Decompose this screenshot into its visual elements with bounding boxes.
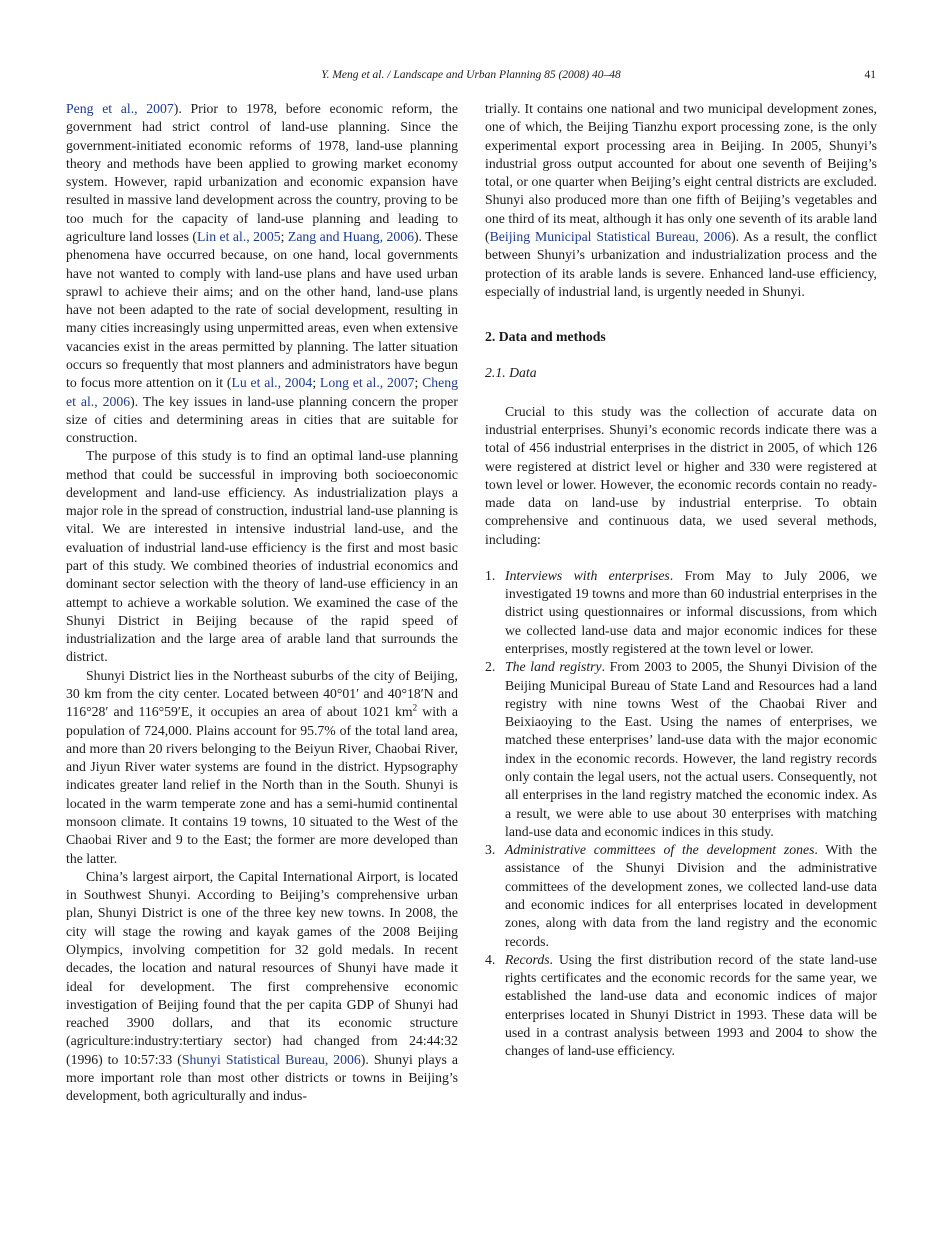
list-item-title: The land registry xyxy=(505,659,602,675)
list-number: 1. xyxy=(485,567,496,583)
list-item xyxy=(485,951,877,1061)
citation-link[interactable]: Peng et al., 2007 xyxy=(66,101,174,116)
citation-link[interactable]: Lin et al., 2005 xyxy=(197,228,281,244)
right-column xyxy=(485,100,877,1061)
list-item-title: Records xyxy=(505,951,550,967)
text-run: The purpose of this study is to find an optimal land-use planning method that could be successful in improving both socioeconomic development and land-use efficiency. As industrialization plays a major role in the spread of construction, industrial land-use planning is vital. We are interested in intensive industrial land-use, and the evaluation of industrial land-use efficiency is the first and most basic part of this study. We combined theories of industrial economics and dominant sector selection with the theory of land-use efficiency in an attempt to achieve a workable solution. We examined the case of the Shunyi District in Beijing because of the rapid speed of industrialization and the large area of arable land that surrounds the district. xyxy=(66,448,458,665)
subsection-heading: 2.1. Data xyxy=(485,365,537,381)
list-number: 3. xyxy=(485,842,496,858)
paragraph xyxy=(485,403,877,549)
text-run: ; xyxy=(312,375,320,391)
text-run: ). These phenomena have occurred because, on one hand, local governments have not wanted to comply with land-use plans and have used urban sprawl to achieve their aims; and on the other hand, land-use plans have not been adapted to the rate of social development, resulting in many cities increasingly using unpermitted areas, even when extensive vacancies exist in the areas permitted by planning. The latter situation occurs so frequently that most planners and administrators have begun to focus more attention on it ( xyxy=(66,228,458,391)
list-item xyxy=(485,567,877,658)
text-run: ). Shunyi plays a more important role than most other districts or towns in Beijing’s development, both agriculturally and indus- xyxy=(66,1051,458,1104)
text-run: Shunyi District lies in the Northeast suburbs of the city of Beijing, 30 km from the city center. Located between 40°01′ and 40°18′N and 116°28′ and 116°59′E, it occupies an area of about 1021 km xyxy=(66,667,458,720)
text-run: with a population of 724,000. Plains account for 95.7% of the total land area, and more than 20 rivers belonging to the Beiyun River, Chaobai River, and Jiyun River water systems are found in the district. Hypsography indicates greater land relief in the North than in the South. Shunyi is located in the warm temperate zone and has a semi-humid continental monsoon climate. It contains 19 towns, 10 situated to the West of the Chaobai River and 9 to the East; the former are more developed than the latter. xyxy=(66,704,458,866)
page-number: 41 xyxy=(864,69,876,81)
text-run: trially. It contains one national and two municipal development zones, one of which, the Beijing Tianzhu export processing zone, is the only experimental export processing area in Beijing. In 2005, Shunyi’s industrial gross output accounted for about one seventh of Beijing’s total, or one quarter when Beijing’s eight central districts are excluded. Shunyi also produced more than one fifth of Beijing’s vegetables and one third of its meat, although it has only one seventh of its arable land ( xyxy=(485,101,877,244)
text-run: China’s largest airport, the Capital International Airport, is located in Southwest Shunyi. According to Beijing’s comprehensive urban plan, Shunyi District is one of the three key new towns. In 2008, the city will stage the rowing and kayak games of the 2008 Beijing Olympics, involving competition for 32 gold medals. In recent decades, the location and natural resources of Shunyi have made it ideal for development. The first comprehensive economic investigation of Beijing found that the per capita GDP of Shunyi had reached 3900 dollars, and that its economic structure (agriculture:industry:tertiary sector) had changed from 24:44:32 (1996) to 10:57:33 ( xyxy=(66,868,458,1067)
running-header: Y. Meng et al. / Landscape and Urban Planning 85 (2008) 40–48 xyxy=(321,69,621,81)
text-run: . From May to July 2006, we investigated 19 towns and more than 60 industrial enterprises in the district using questionnaires or informal discussions, from which we collected land-use data and major economic indices for these enterprises, mostly registered at the town level or lower. xyxy=(505,567,877,657)
paragraph xyxy=(485,100,877,301)
text-run: ; xyxy=(414,375,423,391)
citation-link[interactable]: Cheng et al., 2006 xyxy=(66,375,459,409)
methods-list xyxy=(485,567,877,1061)
text-run: ). The key issues in land-use planning concern the proper size of cities and determining areas in cities that are suitable for construction. xyxy=(66,393,458,446)
list-number: 2. xyxy=(485,659,496,675)
paragraph xyxy=(66,667,458,868)
list-item-title: Administrative committees of the development zones xyxy=(505,842,815,858)
paragraph xyxy=(66,868,458,1106)
paragraph xyxy=(66,100,458,447)
list-item-title: Interviews with enterprises xyxy=(505,567,670,583)
list-number: 4. xyxy=(485,951,496,967)
text-run: . With the assistance of the Shunyi Division and the administrative committees of the development zones, we collected land-use data and economic indices for all enterprises located in development zones, along with data from the land registry and the economic records. xyxy=(505,842,877,949)
text-run: . From 2003 to 2005, the Shunyi Division of the Beijing Municipal Bureau of State Land and Resources had a land registry with nine towns West of the Chaobai River and Beixiaoying to the East. Using the names of enterprises, we matched these enterprises’ land-use data with the major economic index in the economic records. However, the land registry records only contain the legal users, not the actual users. Consequently, not all enterprises in the land registry matched the economic index. As a result, we were able to use about 30 enterprises with matching land-use data and economic indices in this study. xyxy=(505,659,877,839)
list-item xyxy=(485,658,877,841)
text-run: Crucial to this study was the collection of accurate data on industrial enterprises. Shunyi’s economic records indicate there was a total of 456 industrial enterprises in the district in 2005, of which 126 were registered at district level or higher and 330 were registered at town level or lower. However, the economic records contain no ready-made data on land-use by industrial enterprise. To obtain comprehensive and continuous data, we used several methods, including: xyxy=(485,403,877,547)
text-run: ). As a result, the conflict between Shunyi’s urbanization and industrialization process and the protection of its arable lands is severe. Enhanced land-use efficiency, especially of industrial land, is urgently needed in Shunyi. xyxy=(485,228,878,299)
citation-link[interactable]: Long et al., 2007 xyxy=(319,375,415,391)
citation-link[interactable]: Zang and Huang, 2006 xyxy=(287,228,414,244)
left-column xyxy=(66,100,458,1105)
paragraph xyxy=(66,447,458,666)
text-run: ). Prior to 1978, before economic reform, the government had strict control of land-use planning. Since the government-initiated economic reforms of 1978, land-use planning theory and methods have been applied to growing market economy system. However, rapid urbanization and economic expansion have resulted in massive land development across the country, proving to be too much for the capacity of land-use planning and leading to agriculture land losses ( xyxy=(66,101,458,244)
citation-link[interactable]: Lu et al., 2004 xyxy=(231,375,313,391)
text-run: ; xyxy=(280,228,288,244)
section-heading: 2. Data and methods xyxy=(485,329,606,345)
list-item xyxy=(485,841,877,951)
text-run: . Using the first distribution record of the state land-use rights certificates and the economic records for the same year, we established the land-use data and economic indices of major enterprises located in Shunyi District in 1993. These data will be used in a contrast analysis between 1993 and 2004 to show the changes of land-use efficiency. xyxy=(505,951,877,1059)
citation-link[interactable]: Shunyi Statistical Bureau, 2006 xyxy=(181,1051,361,1067)
citation-link[interactable]: Beijing Municipal Statistical Bureau, 2006 xyxy=(489,228,732,244)
superscript: 2 xyxy=(412,702,418,713)
